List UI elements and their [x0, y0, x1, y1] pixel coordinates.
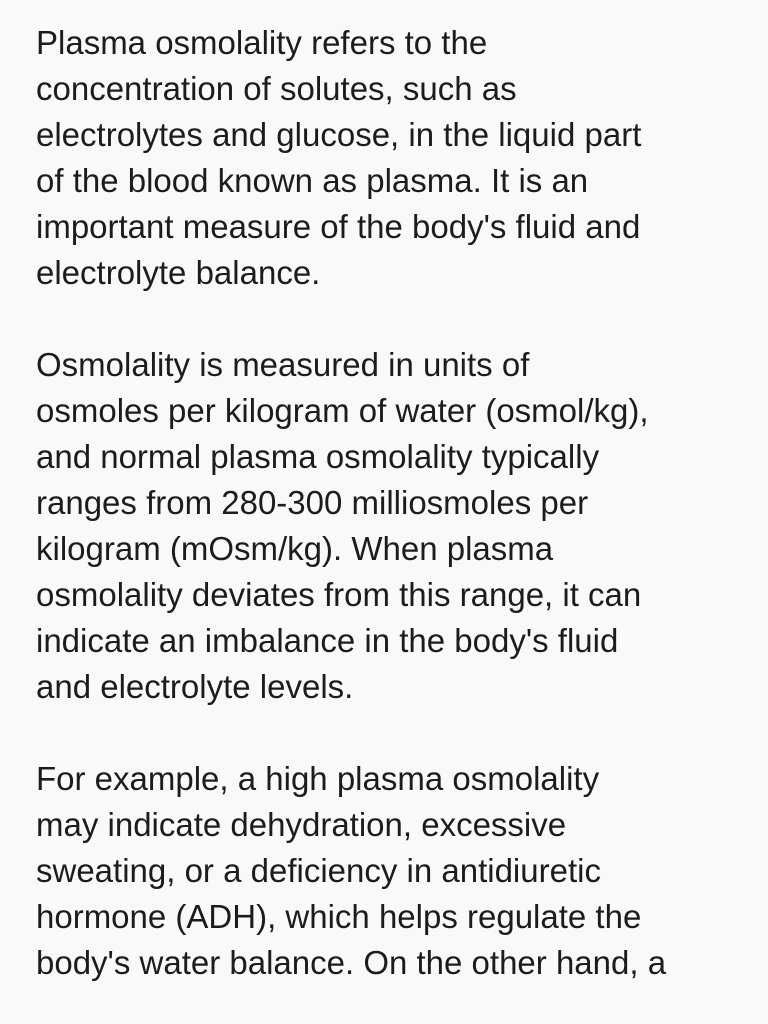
text-line: osmolality deviates from this range, it can [36, 576, 642, 613]
text-line: For example, a high plasma osmolality [36, 760, 600, 797]
text-line: Osmolality is measured in units of [36, 346, 530, 383]
article-body [36, 20, 736, 1024]
text-line: Plasma osmolality refers to the [36, 24, 488, 61]
text-line: electrolyte balance. [36, 254, 321, 291]
text-line: and electrolyte levels. [36, 668, 354, 705]
text-line: hormone (ADH), which helps regulate the [36, 898, 642, 935]
text-line: kilogram (mOsm/kg). When plasma [36, 530, 554, 567]
text-line: body's water balance. On the other hand, a [36, 944, 667, 981]
text-line: important measure of the body's fluid and [36, 208, 641, 245]
text-line: sweating, or a deficiency in antidiuretic [36, 852, 601, 889]
text-line: indicate an imbalance in the body's fluid [36, 622, 619, 659]
text-line: and normal plasma osmolality typically [36, 438, 600, 475]
text-line: of the blood known as plasma. It is an [36, 162, 589, 199]
text-line: osmoles per kilogram of water (osmol/kg), [36, 392, 649, 429]
text-line: may indicate dehydration, excessive [36, 806, 567, 843]
paragraph-definition [36, 20, 736, 296]
text-line: concentration of solutes, such as [36, 70, 517, 107]
text-line: ranges from 280-300 milliosmoles per [36, 484, 589, 521]
paragraph-example [36, 756, 736, 986]
paragraph-measurement [36, 342, 736, 710]
text-line: electrolytes and glucose, in the liquid part [36, 116, 642, 153]
